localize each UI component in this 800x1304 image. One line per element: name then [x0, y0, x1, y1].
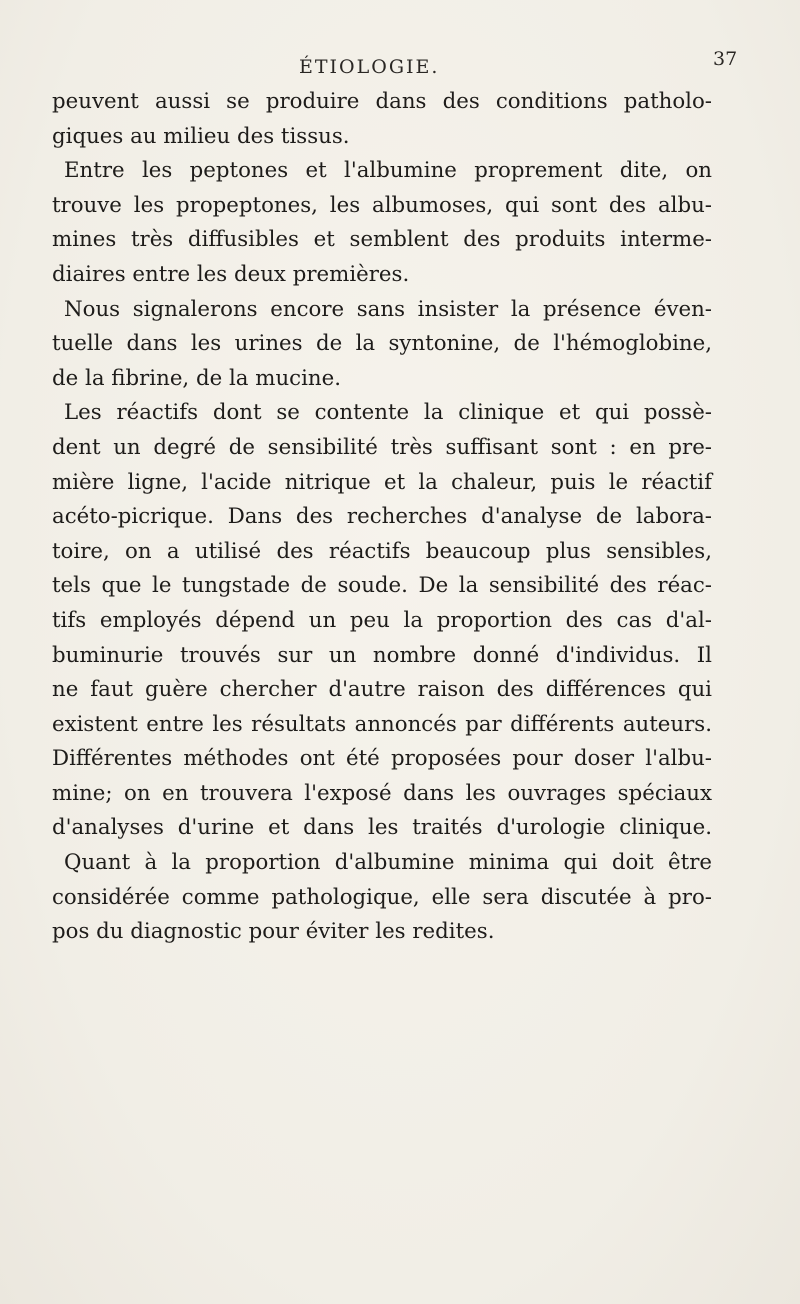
text-line: acéto-picrique. Dans des recherches d'analyse de labora- [52, 504, 712, 530]
page-number: 37 [713, 48, 738, 70]
text-line: tifs employés dépend un peu la proportion des cas d'al- [52, 607, 712, 633]
text-line: Entre les peptones et l'albumine proprement dite, on [64, 158, 712, 184]
text-line: toire, on a utilisé des réactifs beaucoup plus sensibles, [52, 538, 712, 564]
text-line: dent un degré de sensibilité très suffisant sont : en pre- [52, 434, 712, 460]
text-line: Quant à la proportion d'albumine minima qui doit être [64, 850, 712, 876]
text-line: diaires entre les deux premières. [52, 261, 410, 287]
text-line: peuvent aussi se produire dans des conditions patholo- [52, 89, 712, 114]
text-line: tuelle dans les urines de la syntonine, de l'hémoglobine, [52, 331, 712, 357]
text-line: Différentes méthodes ont été proposées pour doser l'albu- [52, 746, 712, 772]
text-line: considérée comme pathologique, elle sera discutée à pro- [52, 884, 712, 910]
text-line: d'analyses d'urine et dans les traités d'urologie clinique. [52, 815, 712, 841]
text-line: trouve les propeptones, les albumoses, qui sont des albu- [52, 192, 712, 218]
text-line: giques au milieu des tissus. [52, 123, 350, 149]
text-line: ne faut guère chercher d'autre raison des différences qui [52, 677, 712, 703]
text-line: mine; on en trouvera l'exposé dans les ouvrages spéciaux [52, 780, 712, 806]
text-line: de la fibrine, de la mucine. [52, 365, 341, 391]
running-title: ÉTIOLOGIE. [299, 56, 440, 78]
text-line: Les réactifs dont se contente la clinique et qui possè- [64, 400, 712, 426]
text-line: existent entre les résultats annoncés par différents auteurs. [52, 711, 712, 737]
text-line: pos du diagnostic pour éviter les redites. [52, 919, 495, 945]
body-text [52, 85, 712, 950]
text-line: mière ligne, l'acide nitrique et la chaleur, puis le réactif [52, 469, 712, 495]
text-line: tels que le tungstade de soude. De la sensibilité des réac- [52, 573, 712, 599]
text-line: buminurie trouvés sur un nombre donné d'individus. Il [52, 642, 712, 668]
text-line: Nous signalerons encore sans insister la présence éven- [64, 296, 712, 322]
text-line: mines très diffusibles et semblent des produits interme- [52, 227, 712, 253]
